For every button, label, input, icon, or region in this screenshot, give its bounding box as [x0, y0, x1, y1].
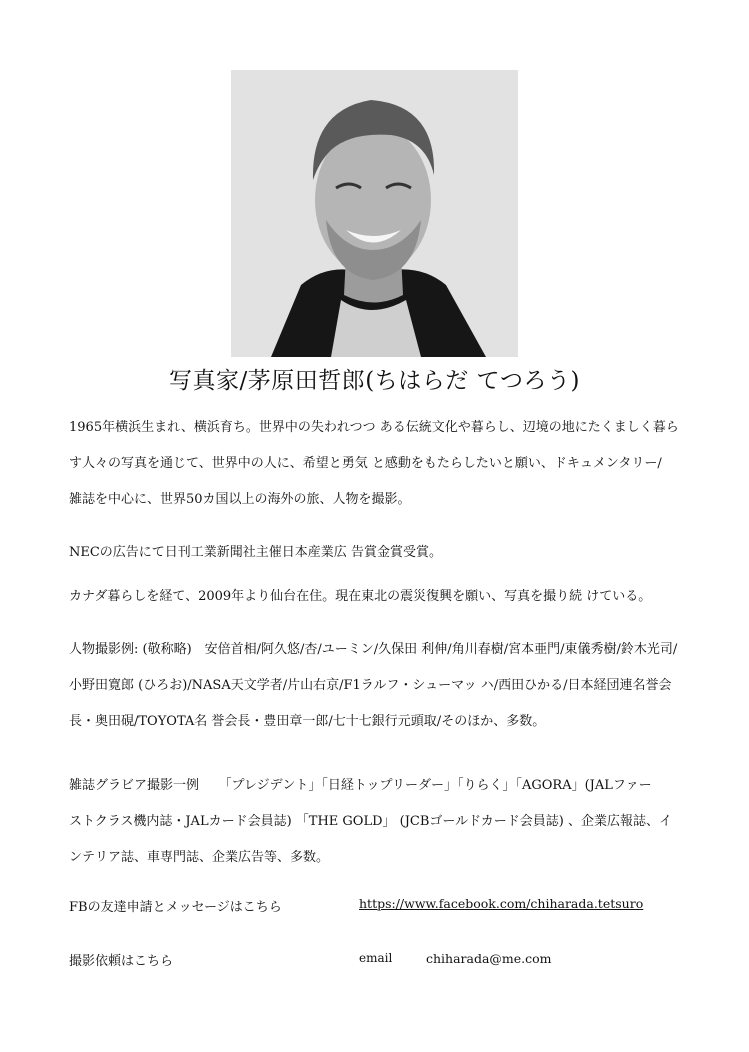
people-paragraph: [69, 640, 681, 748]
page-title: 写真家/茅原田哲郎(ちはらだ てつろう): [168, 368, 580, 394]
portrait-photo: [231, 70, 518, 357]
magazines-line: ストクラス機内誌・JALカード会員誌) 「THE GOLD」 (JCBゴールドカード会員誌) 、企業広報誌、イ: [69, 814, 672, 829]
facebook-link[interactable]: https://www.facebook.com/chiharada.tetsuro: [359, 896, 644, 911]
bio-line: 1965年横浜生まれ、横浜育ち。世界中の失われつつ ある伝統文化や暮らし、辺境の地にたくましく暮ら: [69, 420, 679, 435]
facebook-label: FBの友達申請とメッセージはこちら: [69, 900, 282, 915]
request-label: 撮影依頼はこちら: [69, 954, 174, 969]
people-line: 人物撮影例: (敬称略) 安倍首相/阿久悠/杏/ユーミン/久保田 利伸/角川春樹/宮本亜門/東儀秀樹/鈴木光司/: [69, 642, 678, 657]
award-paragraph: [69, 543, 681, 579]
bio-line: す人々の写真を通じて、世界中の人に、希望と勇気 と感動をもたらしたいと願い、ドキュメンタリー/: [69, 456, 662, 471]
residence-paragraph: [69, 587, 681, 623]
bio-paragraph: [69, 418, 681, 526]
people-line: 小野田寛郎 (ひろお)/NASA天文学者/片山右京/F1ラルフ・シューマッ ハ/西田ひかる/日本経団連名誉会: [69, 678, 672, 693]
residence-line: カナダ暮らしを経て、2009年より仙台在住。現在東北の震災復興を願い、写真を撮り続 けている。: [69, 589, 652, 604]
email-label: email: [359, 951, 393, 965]
magazines-paragraph: [69, 776, 681, 884]
magazines-line: ンテリア誌、車専門誌、企業広告等、多数。: [69, 850, 330, 865]
bio-line: 雑誌を中心に、世界50カ国以上の海外の旅、人物を撮影。: [69, 492, 411, 507]
email-address[interactable]: chiharada@me.com: [426, 951, 552, 966]
award-line: NECの広告にて日刊工業新聞社主催日本産業広 告賞金賞受賞。: [69, 545, 442, 560]
magazines-line: 雑誌グラビア撮影一例 「プレジデント」「日経トップリーダー」「りらく」「AGORA」(JALファー: [69, 778, 652, 793]
people-line: 長・奥田硯/TOYOTA名 誉会長・豊田章一郎/七十七銀行元頭取/そのほか、多数。: [69, 714, 546, 729]
